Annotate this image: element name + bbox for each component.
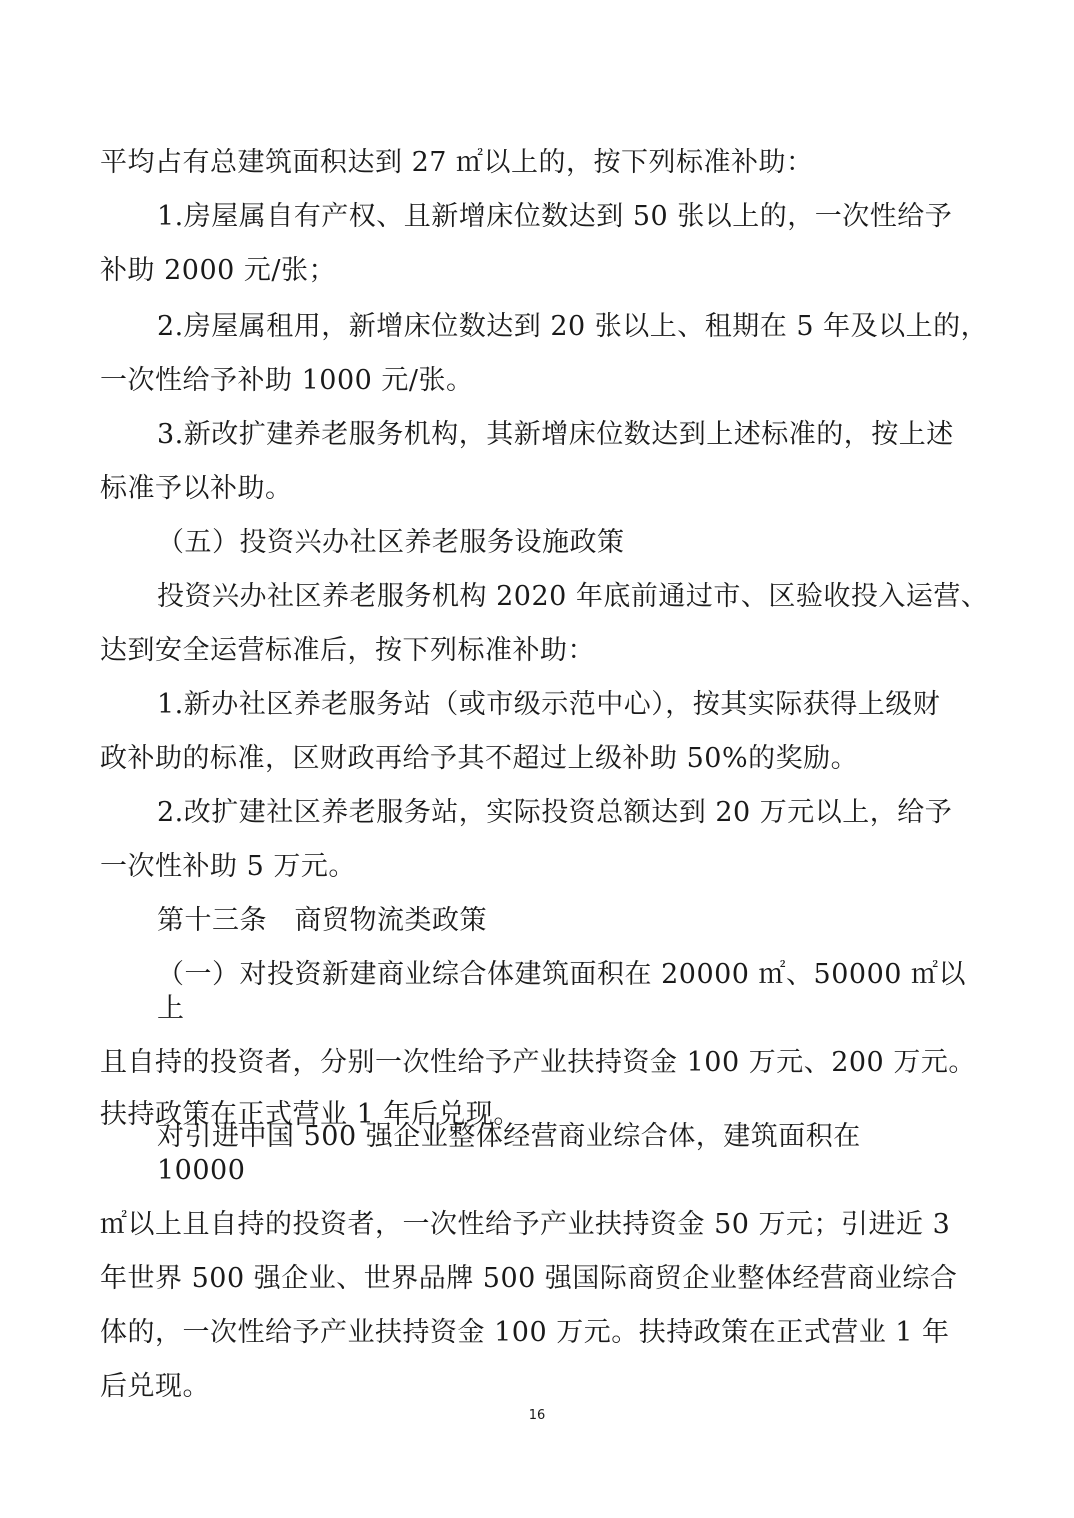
- paragraph-line: 3.新改扩建养老服务机构，其新增床位数达到上述标准的，按上述: [157, 419, 954, 450]
- paragraph-line: 投资兴办社区养老服务机构 2020 年底前通过市、区验收投入运营、: [157, 581, 989, 612]
- paragraph-line: 10000: [157, 1155, 246, 1186]
- paragraph-line: 扶持政策在正式营业 1 年后兑现。: [100, 1099, 521, 1130]
- paragraph-line: 2.改扩建社区养老服务站，实际投资总额达到 20 万元以上，给予: [157, 797, 953, 828]
- paragraph-line: ㎡以上且自持的投资者，一次性给予产业扶持资金 50 万元；引进近 3: [100, 1209, 951, 1240]
- paragraph-line: 2.房屋属租用，新增床位数达到 20 张以上、租期在 5 年及以上的，: [157, 311, 989, 342]
- paragraph-line: 平均占有总建筑面积达到 27 ㎡以上的，按下列标准补助：: [100, 147, 814, 178]
- paragraph-line: （一）对投资新建商业综合体建筑面积在 20000 ㎡、50000 ㎡以: [157, 959, 967, 990]
- paragraph-line: 达到安全运营标准后，按下列标准补助：: [100, 635, 595, 666]
- section-heading: （五）投资兴办社区养老服务设施政策: [157, 527, 625, 558]
- paragraph-line: 一次性给予补助 1000 元/张。: [100, 365, 474, 396]
- paragraph-line: 对引进中国 500 强企业整体经营商业综合体，建筑面积在: [157, 1121, 861, 1152]
- paragraph-line: 补助 2000 元/张；: [100, 255, 336, 286]
- paragraph-line: 1.新办社区养老服务站（或市级示范中心），按其实际获得上级财: [157, 689, 941, 720]
- paragraph-line: 年世界 500 强企业、世界品牌 500 强国际商贸企业整体经营商业综合: [100, 1263, 958, 1294]
- paragraph-line: 体的，一次性给予产业扶持资金 100 万元。扶持政策在正式营业 1 年: [100, 1317, 950, 1348]
- paragraph-line: 上: [157, 993, 185, 1024]
- paragraph-line: 标准予以补助。: [100, 473, 293, 504]
- paragraph-line: 1.房屋属自有产权、且新增床位数达到 50 张以上的，一次性给予: [157, 201, 953, 232]
- page-number: 16: [528, 1408, 546, 1423]
- paragraph-line: 一次性补助 5 万元。: [100, 851, 356, 882]
- article-heading: 第十三条 商贸物流类政策: [157, 905, 487, 936]
- paragraph-line: 政补助的标准，区财政再给予其不超过上级补助 50%的奖励。: [100, 743, 859, 774]
- paragraph-line: 且自持的投资者，分别一次性给予产业扶持资金 100 万元、200 万元。: [100, 1047, 976, 1078]
- paragraph-line: 后兑现。: [100, 1371, 210, 1402]
